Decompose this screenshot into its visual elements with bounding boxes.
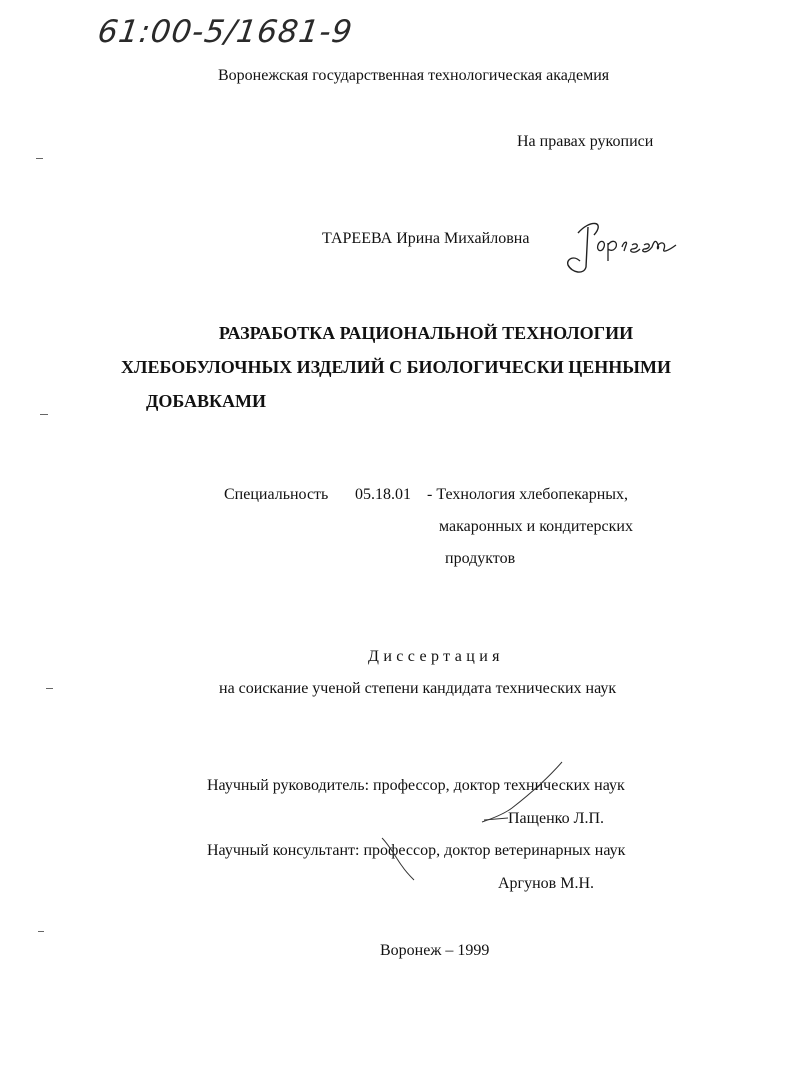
specialty-name-line-1: - Технология хлебопекарных, <box>427 486 629 503</box>
author-signature <box>564 215 679 277</box>
institution-name: Воронежская государственная технологическая академия <box>218 67 610 84</box>
title-line-1: РАЗРАБОТКА РАЦИОНАЛЬНОЙ ТЕХНОЛОГИИ <box>218 323 634 343</box>
scan-mark <box>40 414 48 415</box>
consultant-signature-stroke <box>380 836 420 882</box>
consultant-name: Аргунов М.Н. <box>498 875 595 892</box>
dissertation-subtitle: на соискание ученой степени кандидата технических наук <box>219 680 617 697</box>
supervisor-signature-stroke <box>478 760 564 830</box>
scan-mark <box>46 688 53 689</box>
author-name: ТАРЕЕВА Ирина Михайловна <box>322 230 530 247</box>
manuscript-rights-note: На правах рукописи <box>517 133 654 150</box>
consultant-role: Научный консультант: профессор, доктор ветеринарных наук <box>207 842 626 859</box>
specialty-name-line-3: продуктов <box>445 550 516 567</box>
specialty-code: 05.18.01 <box>355 486 411 503</box>
archive-code-stamp: 61:00-5/1681-9 <box>95 14 356 50</box>
dissertation-title: Диссертация <box>368 648 504 665</box>
scan-mark <box>38 931 44 932</box>
specialty-label: Специальность <box>224 486 329 503</box>
title-line-3: ДОБАВКАМИ <box>145 391 267 411</box>
supervisor-name: Пащенко Л.П. <box>508 810 605 827</box>
specialty-name-line-2: макаронных и кондитерских <box>439 518 633 535</box>
city-year: Воронеж – 1999 <box>380 942 490 959</box>
scan-mark <box>36 158 43 159</box>
title-line-2: ХЛЕБОБУЛОЧНЫХ ИЗДЕЛИЙ С БИОЛОГИЧЕСКИ ЦЕННЫМИ <box>121 357 671 377</box>
supervisor-role: Научный руководитель: профессор, доктор технических наук <box>207 777 625 794</box>
